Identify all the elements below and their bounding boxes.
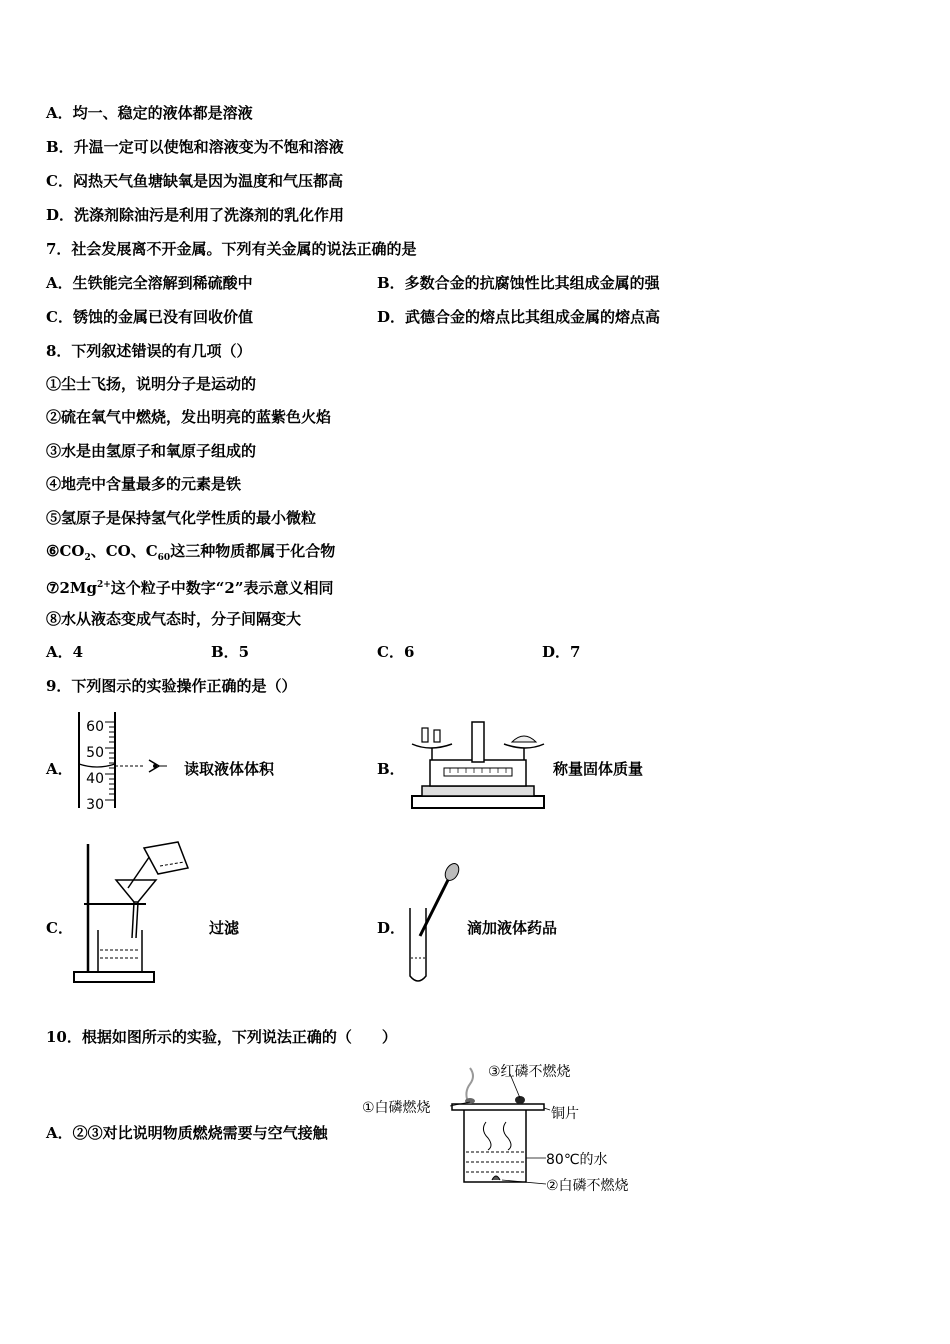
q7-option-b: B．多数合金的抗腐蚀性比其组成金属的强 xyxy=(377,274,660,292)
q7-stem: 7．社会发展离不开金属。下列有关金属的说法正确的是 xyxy=(46,240,417,258)
q8-s7-pre: ⑦2Mg xyxy=(46,579,97,597)
q9-option-b-letter: B． xyxy=(377,760,405,778)
q8-option-d: D．7 xyxy=(542,643,581,661)
q8-statement-7 xyxy=(46,575,334,598)
q8-stem: 8．下列叙述错误的有几项（） xyxy=(46,342,252,360)
q10-option-a: A．②③对比说明物质燃烧需要与空气接触 xyxy=(46,1124,328,1142)
q9-option-c-letter: C． xyxy=(46,919,73,937)
cylinder-tick-label: 40 xyxy=(86,771,104,787)
q10-stem: 10．根据如图所示的实验，下列说法正确的（ ） xyxy=(46,1028,397,1046)
q8-statement-3: ③水是由氢原子和氧原子组成的 xyxy=(46,442,257,460)
q8-s6-sub2: 60 xyxy=(157,553,171,563)
q8-s6-pre: ⑥CO xyxy=(46,542,85,560)
q7-option-d: D．武德合金的熔点比其组成金属的熔点高 xyxy=(377,308,661,326)
label-white-phosphorus-not-burning: ②白磷不燃烧 xyxy=(546,1178,629,1194)
q8-s6-mid: 、CO、C xyxy=(90,542,158,560)
q8-statement-4: ④地壳中含量最多的元素是铁 xyxy=(46,475,242,493)
q8-statement-2: ②硫在氧气中燃烧，发出明亮的蓝紫色火焰 xyxy=(46,408,332,426)
dropper-test-tube-figure xyxy=(402,862,466,986)
cylinder-tick-label: 30 xyxy=(86,797,104,813)
q9-option-c-text: 过滤 xyxy=(209,919,240,937)
filtration-figure xyxy=(72,838,196,986)
q8-statement-5: ⑤氢原子是保持氢气化学性质的最小微粒 xyxy=(46,509,317,527)
q8-option-c: C．6 xyxy=(377,643,415,661)
q9-stem: 9．下列图示的实验操作正确的是（） xyxy=(46,677,297,695)
q8-option-a: A．4 xyxy=(46,643,84,661)
q8-statement-8: ⑧水从液态变成气态时，分子间隔变大 xyxy=(46,610,302,628)
q9-option-b-text: 称量固体质量 xyxy=(553,760,644,778)
q6-option-d: D．洗涤剂除油污是利用了洗涤剂的乳化作用 xyxy=(46,206,345,224)
q9-option-d-letter: D． xyxy=(377,919,406,937)
q7-option-a: A．生铁能完全溶解到稀硫酸中 xyxy=(46,274,253,292)
q8-option-b: B．5 xyxy=(211,643,250,661)
cylinder-tick-label: 60 xyxy=(86,719,104,735)
q9-option-a-text: 读取液体体积 xyxy=(184,760,275,778)
q6-option-c: C．闷热天气鱼塘缺氧是因为温度和气压都高 xyxy=(46,172,343,190)
q9-option-d-text: 滴加液体药品 xyxy=(467,919,558,937)
q8-s6-post: 这三种物质都属于化合物 xyxy=(170,542,336,560)
q7-option-c: C．锈蚀的金属已没有回收价值 xyxy=(46,308,253,326)
label-white-phosphorus-burning: ①白磷燃烧 xyxy=(362,1100,431,1116)
label-copper-sheet: 铜片 xyxy=(551,1106,579,1122)
q8-s6-sub1: 2 xyxy=(84,553,91,563)
q9-option-a-letter: A． xyxy=(46,760,73,778)
q8-statement-1: ①尘士飞扬，说明分子是运动的 xyxy=(46,375,257,393)
label-hot-water: 80℃的水 xyxy=(546,1152,608,1168)
cylinder-scale-labels xyxy=(80,714,104,818)
q8-s7-post: 这个粒子中数字“2”表示意义相同 xyxy=(110,579,334,597)
q8-statement-6 xyxy=(46,541,335,568)
q6-option-b: B．升温一定可以使饱和溶液变为不饱和溶液 xyxy=(46,138,344,156)
label-red-phosphorus: ③红磷不燃烧 xyxy=(488,1064,571,1080)
balance-scale-figure xyxy=(408,716,548,810)
q8-s7-sup: 2+ xyxy=(96,580,111,590)
q6-option-a: A．均一、稳定的液体都是溶液 xyxy=(46,104,253,122)
cylinder-tick-label: 50 xyxy=(86,745,104,761)
